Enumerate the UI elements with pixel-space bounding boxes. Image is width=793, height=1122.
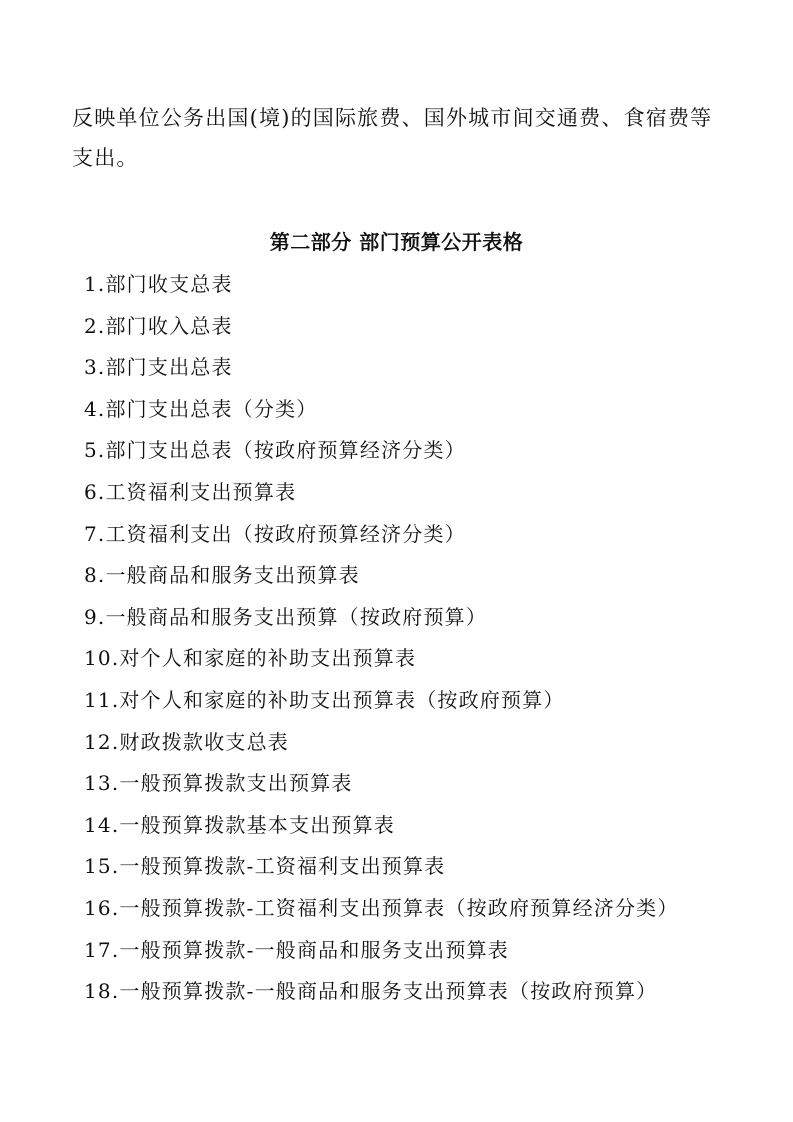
body-paragraph: 反映单位公务出国(境)的国际旅费、国外城市间交通费、食宿费等支出。 — [72, 106, 713, 170]
list-item: 9.一般商品和服务支出预算（按政府预算） — [84, 604, 488, 629]
list-item: 18.一般预算拨款-一般商品和服务支出预算表（按政府预算） — [84, 979, 658, 1004]
list-item: 5.部门支出总表（按政府预算经济分类） — [84, 438, 466, 463]
list-item: 1.部门收支总表 — [84, 272, 233, 296]
list-item: 4.部门支出总表（分类） — [84, 396, 318, 421]
list-item: 16.一般预算拨款-工资福利支出预算表（按政府预算经济分类） — [84, 895, 679, 920]
list-item: 11.对个人和家庭的补助支出预算表（按政府预算） — [84, 687, 565, 712]
table-list — [84, 264, 679, 1013]
list-item: 14.一般预算拨款基本支出预算表 — [84, 812, 396, 837]
list-item: 3.部门支出总表 — [84, 355, 233, 380]
list-item: 2.部门收入总表 — [84, 313, 233, 338]
list-item: 7.工资福利支出（按政府预算经济分类） — [84, 521, 466, 546]
list-item: 10.对个人和家庭的补助支出预算表 — [84, 646, 417, 671]
list-item: 17.一般预算拨款-一般商品和服务支出预算表 — [84, 937, 509, 962]
list-item: 6.工资福利支出预算表 — [84, 479, 297, 504]
list-item: 13.一般预算拨款支出预算表 — [84, 771, 353, 796]
list-item: 12.财政拨款收支总表 — [84, 729, 290, 754]
section-title: 第二部分 部门预算公开表格 — [269, 230, 524, 254]
list-item: 15.一般预算拨款-工资福利支出预算表 — [84, 854, 446, 879]
list-item: 8.一般商品和服务支出预算表 — [84, 563, 360, 588]
